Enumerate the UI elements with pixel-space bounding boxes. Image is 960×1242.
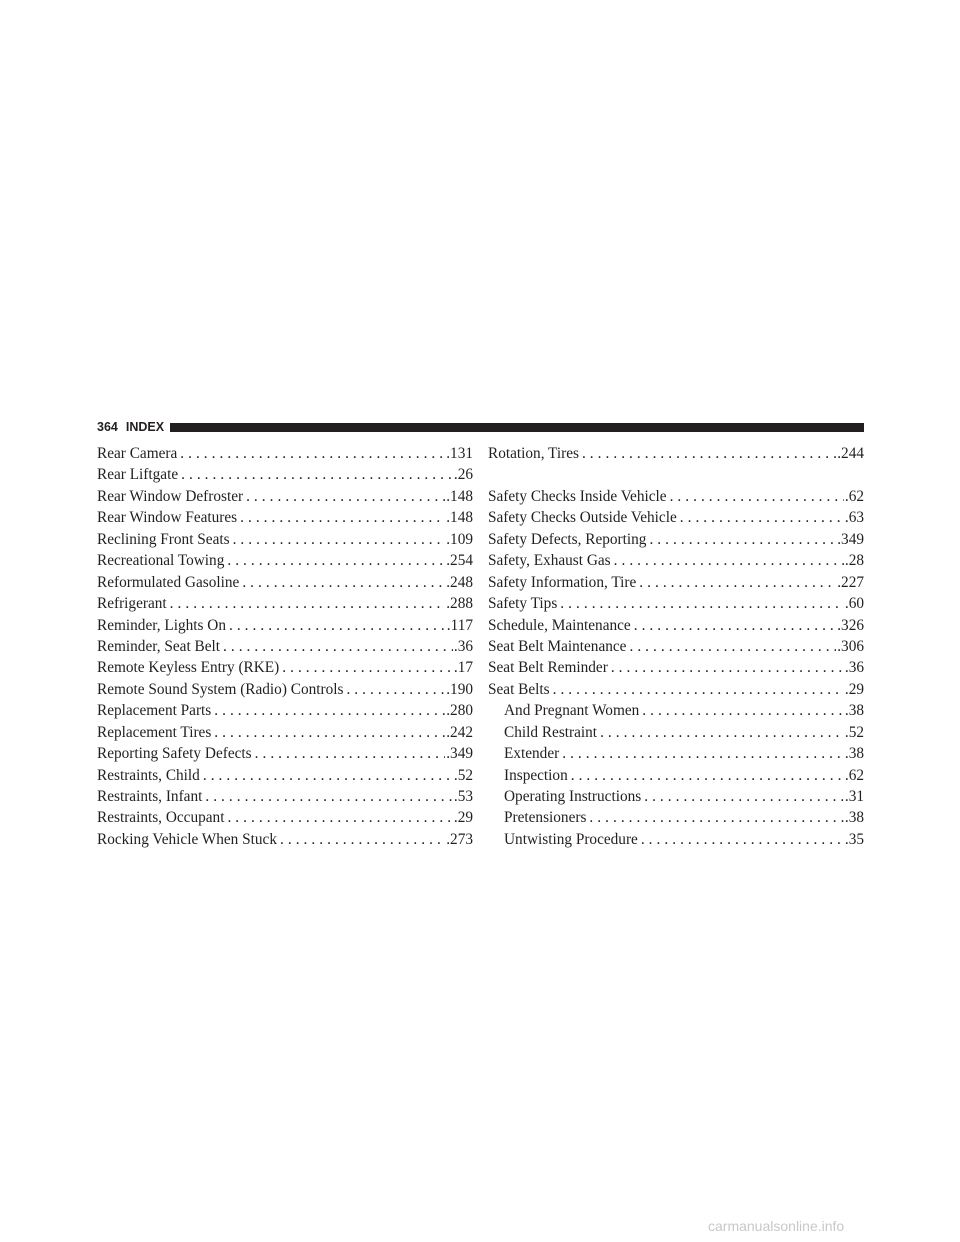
- dot-leader: [553, 679, 844, 700]
- entry-label: Rear Window Defroster: [97, 487, 244, 505]
- dot-leader: [644, 786, 844, 807]
- entry-page-number[interactable]: .190: [446, 680, 473, 698]
- entry-page-number[interactable]: .38: [844, 702, 864, 720]
- dot-leader: [611, 657, 844, 678]
- entry-label: Rocking Vehicle When Stuck: [97, 830, 277, 848]
- dot-leader: [562, 743, 844, 764]
- entry-label: Reporting Safety Defects: [97, 745, 252, 763]
- dot-leader: [629, 636, 836, 657]
- entry-label: Untwisting Procedure: [504, 830, 638, 848]
- index-subentry[interactable]: [488, 786, 864, 807]
- entry-page-number[interactable]: .148: [446, 487, 473, 505]
- section-title: INDEX: [125, 420, 165, 434]
- entry-label: Refrigerant: [97, 595, 167, 613]
- dot-leader: [205, 786, 453, 807]
- entry-label: Rear Window Features: [97, 509, 238, 527]
- index-entry[interactable]: [488, 657, 864, 678]
- entry-label: Rotation, Tires: [488, 445, 579, 462]
- dot-leader: [571, 765, 844, 786]
- entry-page-number[interactable]: .109: [446, 530, 473, 548]
- watermark: carmanualsonline.info: [708, 1218, 845, 1234]
- index-column-left: [97, 443, 473, 850]
- index-entry[interactable]: [97, 829, 473, 850]
- dot-leader: [227, 550, 445, 571]
- index-entry[interactable]: [97, 636, 473, 657]
- header-rule: [170, 423, 864, 432]
- dot-leader: [227, 807, 452, 828]
- index-entry[interactable]: [97, 807, 473, 828]
- entry-page-number[interactable]: .53: [453, 788, 473, 805]
- entry-label: Child Restraint: [504, 723, 598, 741]
- entry-label: Remote Keyless Entry (RKE): [97, 659, 280, 677]
- index-entry[interactable]: [488, 593, 864, 614]
- dot-leader: [282, 657, 453, 678]
- entry-page-number[interactable]: .131: [446, 445, 473, 462]
- entry-label: Reformulated Gasoline: [97, 573, 240, 591]
- dot-leader: [642, 700, 844, 721]
- entry-label: Safety Checks Outside Vehicle: [488, 509, 677, 527]
- index-entry[interactable]: [97, 765, 473, 786]
- dot-leader: [240, 507, 445, 528]
- entry-label: Replacement Parts: [97, 702, 212, 720]
- index-subentry[interactable]: [488, 807, 864, 828]
- entry-page-number[interactable]: .280: [446, 702, 473, 720]
- entry-page-number[interactable]: .60: [844, 595, 864, 613]
- entry-label: Safety Tips: [488, 595, 558, 613]
- dot-leader: [280, 829, 445, 850]
- index-subentry[interactable]: [488, 700, 864, 721]
- dot-leader: [233, 529, 446, 550]
- entry-page-number[interactable]: .326: [837, 616, 864, 634]
- dot-leader: [203, 765, 453, 786]
- dot-leader: [634, 615, 837, 636]
- entry-label: Seat Belts: [488, 680, 550, 698]
- entry-page-number[interactable]: .349: [837, 530, 864, 548]
- entry-page-number[interactable]: .52: [844, 723, 864, 741]
- entry-label: Restraints, Child: [97, 766, 200, 784]
- dot-leader: [180, 443, 445, 464]
- index-entry[interactable]: [97, 443, 473, 464]
- entry-label: Rear Camera: [97, 445, 178, 462]
- dot-leader: [614, 550, 844, 571]
- dot-leader: [582, 443, 836, 464]
- entry-label: Safety Defects, Reporting: [488, 530, 647, 548]
- entry-page-number[interactable]: .117: [446, 616, 473, 634]
- entry-page-number[interactable]: .288: [446, 595, 473, 613]
- entry-page-number[interactable]: .35: [844, 830, 864, 848]
- entry-page-number[interactable]: .148: [446, 509, 473, 527]
- entry-page-number[interactable]: .29: [453, 809, 473, 827]
- index-entry[interactable]: [488, 615, 864, 636]
- dot-leader: [181, 464, 453, 485]
- dot-leader: [255, 743, 446, 764]
- dot-leader: [589, 807, 843, 828]
- entry-page-number[interactable]: .38: [844, 745, 864, 763]
- entry-page-number[interactable]: .52: [453, 766, 473, 784]
- index-entry[interactable]: [488, 507, 864, 528]
- index-entry[interactable]: [97, 722, 473, 743]
- entry-label: Replacement Tires: [97, 723, 212, 741]
- index-subentry[interactable]: [488, 743, 864, 764]
- entry-page-number[interactable]: .254: [446, 552, 473, 570]
- entry-label: Inspection: [504, 766, 568, 784]
- entry-page-number[interactable]: .244: [837, 445, 864, 462]
- entry-page-number[interactable]: .29: [844, 680, 864, 698]
- entry-page-number[interactable]: .248: [446, 573, 473, 591]
- index-entry[interactable]: [488, 486, 864, 507]
- index-entry[interactable]: [488, 529, 864, 550]
- index-entry[interactable]: [97, 743, 473, 764]
- page-header: [97, 417, 864, 437]
- index-entry[interactable]: [488, 572, 864, 593]
- dot-leader: [346, 679, 445, 700]
- entry-label: Reminder, Seat Belt: [97, 637, 221, 655]
- dot-leader: [242, 572, 445, 593]
- dot-leader: [223, 636, 453, 657]
- entry-label: And Pregnant Women: [504, 702, 640, 720]
- index-subentry[interactable]: [488, 722, 864, 743]
- entry-page-number[interactable]: .62: [844, 766, 864, 784]
- entry-page-number[interactable]: .26: [453, 466, 473, 484]
- index-entry[interactable]: [97, 486, 473, 507]
- entry-page-number[interactable]: .306: [837, 637, 864, 655]
- dot-leader: [214, 722, 445, 743]
- page-number: 364: [97, 420, 118, 434]
- entry-label: Extender: [504, 745, 560, 763]
- entry-label: Restraints, Infant: [97, 788, 203, 805]
- entry-label: Safety, Exhaust Gas: [488, 552, 611, 570]
- dot-leader: [639, 572, 836, 593]
- entry-label: Seat Belt Maintenance: [488, 637, 627, 655]
- dot-leader: [560, 593, 844, 614]
- index-entry[interactable]: [488, 443, 864, 464]
- index-subentry[interactable]: [488, 765, 864, 786]
- entry-label: Operating Instructions: [504, 788, 642, 805]
- entry-page-number[interactable]: .36: [453, 637, 473, 655]
- index-entry[interactable]: [97, 679, 473, 700]
- entry-label: Safety Information, Tire: [488, 573, 637, 591]
- entry-label: Recreational Towing: [97, 552, 225, 570]
- index-entry[interactable]: [97, 507, 473, 528]
- entry-page-number[interactable]: .31: [844, 788, 864, 805]
- dot-leader: [170, 593, 446, 614]
- index-entry[interactable]: [97, 529, 473, 550]
- index-entry[interactable]: [488, 679, 864, 700]
- dot-leader: [680, 507, 844, 528]
- index-entry[interactable]: [97, 593, 473, 614]
- entry-label: Schedule, Maintenance: [488, 616, 631, 634]
- index-column-right: [488, 443, 864, 850]
- entry-label: Restraints, Occupant: [97, 809, 225, 827]
- entry-page-number[interactable]: .242: [446, 723, 473, 741]
- dot-leader: [229, 615, 446, 636]
- entry-label: Rear Liftgate: [97, 466, 179, 484]
- entry-label: Seat Belt Reminder: [488, 659, 608, 677]
- entry-page-number[interactable]: .36: [844, 659, 864, 677]
- dot-leader: [600, 722, 844, 743]
- index-entry[interactable]: [97, 786, 473, 807]
- dot-leader: [246, 486, 445, 507]
- entry-label: Reclining Front Seats: [97, 530, 230, 548]
- entry-page-number[interactable]: .38: [844, 809, 864, 827]
- index-entry[interactable]: [97, 657, 473, 678]
- entry-label: Reminder, Lights On: [97, 616, 226, 634]
- index-spacer: [488, 464, 864, 485]
- index-entry[interactable]: [488, 636, 864, 657]
- index-entry[interactable]: [488, 550, 864, 571]
- dot-leader: [670, 486, 844, 507]
- entry-label: Pretensioners: [504, 809, 587, 827]
- entry-page-number[interactable]: .273: [446, 830, 473, 848]
- index-subentry[interactable]: [488, 829, 864, 850]
- index-entry[interactable]: [97, 550, 473, 571]
- dot-leader: [214, 700, 445, 721]
- entry-page-number[interactable]: .227: [837, 573, 864, 591]
- entry-page-number[interactable]: .349: [446, 745, 473, 763]
- dot-leader: [649, 529, 836, 550]
- entry-page-number[interactable]: .28: [844, 552, 864, 570]
- entry-page-number[interactable]: .17: [453, 659, 473, 677]
- entry-label: Safety Checks Inside Vehicle: [488, 487, 667, 505]
- index-entry[interactable]: [97, 464, 473, 485]
- entry-page-number[interactable]: .62: [844, 487, 864, 505]
- index-entry[interactable]: [97, 572, 473, 593]
- index-entry[interactable]: [97, 615, 473, 636]
- dot-leader: [641, 829, 844, 850]
- entry-page-number[interactable]: .63: [844, 509, 864, 527]
- entry-label: Remote Sound System (Radio) Controls: [97, 680, 344, 698]
- index-entry[interactable]: [97, 700, 473, 721]
